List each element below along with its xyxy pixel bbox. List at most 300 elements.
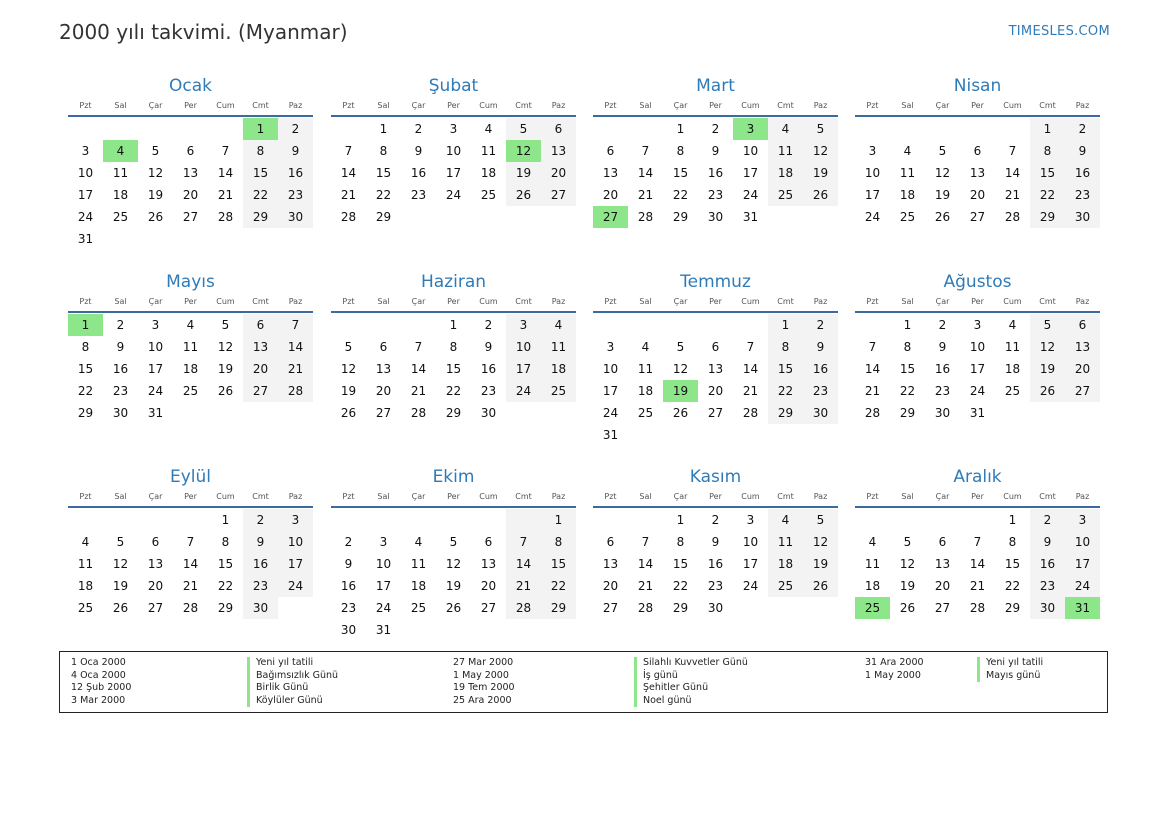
day-cell: 30 bbox=[707, 601, 724, 615]
day-cell: 21 bbox=[340, 188, 357, 202]
day-cell: 22 bbox=[77, 384, 94, 398]
weekday-label: Cmt bbox=[515, 101, 532, 110]
day-cell: 8 bbox=[903, 340, 912, 354]
header-rule bbox=[331, 506, 576, 508]
month-name: Ekim bbox=[432, 467, 475, 487]
day-cell: 28 bbox=[506, 597, 541, 619]
day-cell: 3 bbox=[1065, 509, 1100, 531]
day-cell: 16 bbox=[803, 358, 838, 380]
day-cell: 10 bbox=[278, 531, 313, 553]
holiday-day-cell: 19 bbox=[663, 380, 698, 402]
weekday-label: Çar bbox=[411, 297, 426, 306]
weekday-label: Cmt bbox=[1039, 492, 1056, 501]
header-rule bbox=[855, 311, 1100, 313]
day-cell: 14 bbox=[1004, 166, 1021, 180]
day-cell: 30 bbox=[934, 406, 951, 420]
day-cell: 24 bbox=[969, 384, 986, 398]
day-cell: 4 bbox=[186, 318, 195, 332]
day-cell: 3 bbox=[151, 318, 160, 332]
empty-cell bbox=[173, 509, 208, 531]
day-cell: 13 bbox=[1065, 336, 1100, 358]
weekday-label: Sal bbox=[639, 492, 652, 501]
day-cell: 19 bbox=[1030, 358, 1065, 380]
day-cell: 5 bbox=[803, 118, 838, 140]
day-cell: 8 bbox=[449, 340, 458, 354]
weekday-label: Sal bbox=[901, 101, 914, 110]
day-cell: 8 bbox=[768, 336, 803, 358]
day-cell: 21 bbox=[969, 579, 986, 593]
weekday-label: Çar bbox=[935, 492, 950, 501]
day-cell: 21 bbox=[410, 384, 427, 398]
day-cell: 9 bbox=[1065, 140, 1100, 162]
day-cell: 8 bbox=[379, 144, 388, 158]
weekday-label: Cum bbox=[741, 297, 760, 306]
legend-holiday-name: Birlik Günü bbox=[247, 682, 338, 695]
holiday-day-cell: 4 bbox=[103, 140, 138, 162]
day-cell: 6 bbox=[541, 118, 576, 140]
weekday-label: Pzt bbox=[604, 101, 617, 110]
day-cell: 24 bbox=[506, 380, 541, 402]
day-cell: 25 bbox=[480, 188, 497, 202]
day-cell: 14 bbox=[217, 166, 234, 180]
days-grid bbox=[855, 509, 1100, 619]
day-cell: 15 bbox=[77, 362, 94, 376]
days-grid bbox=[331, 509, 576, 641]
empty-cell bbox=[890, 118, 925, 140]
day-cell: 8 bbox=[1030, 140, 1065, 162]
day-cell: 20 bbox=[969, 188, 986, 202]
weekday-label: Paz bbox=[551, 297, 566, 306]
weekday-label: Sal bbox=[377, 101, 390, 110]
day-cell: 4 bbox=[768, 118, 803, 140]
month-name: Kasım bbox=[689, 467, 742, 487]
empty-cell bbox=[593, 509, 628, 531]
day-cell: 23 bbox=[934, 384, 951, 398]
empty-cell bbox=[68, 118, 103, 140]
weekday-header bbox=[331, 99, 576, 113]
weekday-label: Per bbox=[709, 297, 722, 306]
empty-cell bbox=[890, 509, 925, 531]
weekday-label: Cmt bbox=[252, 297, 269, 306]
weekday-label: Sal bbox=[377, 492, 390, 501]
weekday-label: Sal bbox=[639, 297, 652, 306]
empty-cell bbox=[593, 118, 628, 140]
day-cell: 12 bbox=[803, 531, 838, 553]
day-cell: 21 bbox=[1004, 188, 1021, 202]
header-rule bbox=[593, 115, 838, 117]
legend-holiday-name: Yeni yıl tatili bbox=[247, 657, 338, 670]
header-rule bbox=[855, 115, 1100, 117]
day-cell: 24 bbox=[77, 210, 94, 224]
day-cell: 26 bbox=[112, 601, 129, 615]
day-cell: 12 bbox=[445, 557, 462, 571]
header-rule bbox=[593, 506, 838, 508]
weekday-label: Paz bbox=[551, 492, 566, 501]
day-cell: 23 bbox=[1065, 184, 1100, 206]
empty-cell bbox=[331, 118, 366, 140]
month-name: Aralık bbox=[953, 467, 1002, 487]
legend-date: 4 Oca 2000 bbox=[71, 669, 126, 681]
day-cell: 19 bbox=[803, 553, 838, 575]
weekday-label: Paz bbox=[551, 101, 566, 110]
day-cell: 2 bbox=[344, 535, 353, 549]
day-cell: 10 bbox=[1065, 531, 1100, 553]
day-cell: 22 bbox=[768, 380, 803, 402]
weekday-label: Cmt bbox=[515, 492, 532, 501]
holiday-day-cell: 25 bbox=[855, 597, 890, 619]
month-name: Mart bbox=[696, 76, 735, 96]
weekday-label: Cum bbox=[1003, 492, 1022, 501]
day-cell: 11 bbox=[1004, 340, 1021, 354]
weekday-label: Pzt bbox=[604, 492, 617, 501]
weekday-label: Cum bbox=[1003, 101, 1022, 110]
weekday-header bbox=[593, 490, 838, 504]
empty-cell bbox=[628, 509, 663, 531]
day-cell: 22 bbox=[672, 188, 689, 202]
weekday-label: Cmt bbox=[252, 492, 269, 501]
day-cell: 10 bbox=[375, 557, 392, 571]
legend-dates-col3 bbox=[865, 657, 924, 682]
weekday-label: Cum bbox=[216, 492, 235, 501]
day-cell: 15 bbox=[672, 166, 689, 180]
day-cell: 23 bbox=[1030, 575, 1065, 597]
weekday-label: Cum bbox=[741, 101, 760, 110]
day-cell: 3 bbox=[379, 535, 388, 549]
weekday-header bbox=[331, 295, 576, 309]
day-cell: 24 bbox=[864, 210, 881, 224]
day-cell: 18 bbox=[182, 362, 199, 376]
empty-cell bbox=[698, 314, 733, 336]
month-block bbox=[593, 465, 838, 619]
day-cell: 12 bbox=[217, 340, 234, 354]
weekday-label: Cmt bbox=[252, 101, 269, 110]
day-cell: 27 bbox=[1065, 380, 1100, 402]
day-cell: 30 bbox=[1030, 597, 1065, 619]
empty-cell bbox=[401, 509, 436, 531]
day-cell: 19 bbox=[934, 188, 951, 202]
month-name: Ağustos bbox=[943, 272, 1012, 292]
weekday-header bbox=[68, 295, 313, 309]
day-cell: 28 bbox=[217, 210, 234, 224]
day-cell: 31 bbox=[969, 406, 986, 420]
day-cell: 27 bbox=[934, 601, 951, 615]
weekday-label: Cum bbox=[741, 492, 760, 501]
weekday-label: Çar bbox=[148, 101, 163, 110]
day-cell: 16 bbox=[1065, 162, 1100, 184]
day-cell: 14 bbox=[637, 166, 654, 180]
day-cell: 17 bbox=[1065, 553, 1100, 575]
day-cell: 5 bbox=[344, 340, 353, 354]
weekday-label: Per bbox=[709, 492, 722, 501]
day-cell: 25 bbox=[899, 210, 916, 224]
day-cell: 25 bbox=[637, 406, 654, 420]
day-cell: 21 bbox=[742, 384, 759, 398]
legend-date: 12 Şub 2000 bbox=[71, 682, 132, 694]
day-cell: 26 bbox=[672, 406, 689, 420]
weekday-header bbox=[593, 99, 838, 113]
day-cell: 23 bbox=[243, 575, 278, 597]
day-cell: 7 bbox=[414, 340, 423, 354]
days-grid bbox=[331, 118, 576, 228]
day-cell: 28 bbox=[278, 380, 313, 402]
month-name: Şubat bbox=[428, 76, 479, 96]
day-cell: 7 bbox=[278, 314, 313, 336]
day-cell: 27 bbox=[969, 210, 986, 224]
day-cell: 30 bbox=[1065, 206, 1100, 228]
day-cell: 10 bbox=[602, 362, 619, 376]
legend-holiday-name: İş günü bbox=[634, 670, 748, 683]
day-cell: 2 bbox=[1065, 118, 1100, 140]
empty-cell bbox=[138, 509, 173, 531]
day-cell: 6 bbox=[606, 535, 615, 549]
day-cell: 27 bbox=[541, 184, 576, 206]
day-cell: 18 bbox=[864, 579, 881, 593]
day-cell: 29 bbox=[672, 210, 689, 224]
day-cell: 2 bbox=[484, 318, 493, 332]
day-cell: 19 bbox=[803, 162, 838, 184]
day-cell: 3 bbox=[81, 144, 90, 158]
day-cell: 30 bbox=[278, 206, 313, 228]
weekday-label: Cmt bbox=[1039, 101, 1056, 110]
day-cell: 10 bbox=[77, 166, 94, 180]
day-cell: 6 bbox=[151, 535, 160, 549]
weekday-label: Pzt bbox=[866, 297, 879, 306]
day-cell: 13 bbox=[480, 557, 497, 571]
day-cell: 29 bbox=[541, 597, 576, 619]
day-cell: 6 bbox=[243, 314, 278, 336]
weekday-label: Sal bbox=[114, 492, 127, 501]
day-cell: 23 bbox=[112, 384, 129, 398]
day-cell: 16 bbox=[480, 362, 497, 376]
empty-cell bbox=[366, 509, 401, 531]
day-cell: 25 bbox=[410, 601, 427, 615]
day-cell: 22 bbox=[1004, 579, 1021, 593]
day-cell: 15 bbox=[768, 358, 803, 380]
weekday-label: Pzt bbox=[79, 492, 92, 501]
day-cell: 15 bbox=[375, 166, 392, 180]
day-cell: 11 bbox=[77, 557, 94, 571]
day-cell: 27 bbox=[147, 601, 164, 615]
weekday-label: Per bbox=[971, 492, 984, 501]
day-cell: 26 bbox=[803, 184, 838, 206]
weekday-label: Çar bbox=[673, 297, 688, 306]
day-cell: 25 bbox=[182, 384, 199, 398]
empty-cell bbox=[628, 314, 663, 336]
days-grid bbox=[593, 118, 838, 228]
weekday-label: Sal bbox=[377, 297, 390, 306]
legend-date: 1 May 2000 bbox=[453, 669, 509, 681]
day-cell: 12 bbox=[112, 557, 129, 571]
day-cell: 24 bbox=[742, 579, 759, 593]
weekday-label: Per bbox=[184, 297, 197, 306]
weekday-label: Pzt bbox=[79, 297, 92, 306]
days-grid bbox=[331, 314, 576, 424]
day-cell: 20 bbox=[182, 188, 199, 202]
day-cell: 22 bbox=[217, 579, 234, 593]
empty-cell bbox=[471, 509, 506, 531]
day-cell: 20 bbox=[147, 579, 164, 593]
day-cell: 3 bbox=[746, 513, 755, 527]
day-cell: 17 bbox=[602, 384, 619, 398]
weekday-label: Per bbox=[709, 101, 722, 110]
month-block bbox=[331, 270, 576, 424]
day-cell: 12 bbox=[672, 362, 689, 376]
empty-cell bbox=[506, 509, 541, 531]
weekday-label: Cum bbox=[216, 101, 235, 110]
day-cell: 21 bbox=[637, 579, 654, 593]
header-rule bbox=[331, 311, 576, 313]
day-cell: 26 bbox=[147, 210, 164, 224]
header-rule bbox=[593, 311, 838, 313]
weekday-header bbox=[331, 490, 576, 504]
weekday-label: Cum bbox=[216, 297, 235, 306]
day-cell: 14 bbox=[182, 557, 199, 571]
weekday-label: Per bbox=[971, 297, 984, 306]
day-cell: 27 bbox=[707, 406, 724, 420]
day-cell: 26 bbox=[934, 210, 951, 224]
day-cell: 15 bbox=[243, 162, 278, 184]
weekday-label: Per bbox=[184, 101, 197, 110]
day-cell: 25 bbox=[768, 184, 803, 206]
empty-cell bbox=[960, 509, 995, 531]
day-cell: 22 bbox=[445, 384, 462, 398]
weekday-label: Cmt bbox=[777, 492, 794, 501]
day-cell: 19 bbox=[445, 579, 462, 593]
empty-cell bbox=[208, 118, 243, 140]
day-cell: 17 bbox=[864, 188, 881, 202]
day-cell: 31 bbox=[77, 232, 94, 246]
day-cell: 1 bbox=[768, 314, 803, 336]
header-rule bbox=[68, 115, 313, 117]
day-cell: 4 bbox=[641, 340, 650, 354]
day-cell: 25 bbox=[77, 601, 94, 615]
day-cell: 28 bbox=[864, 406, 881, 420]
day-cell: 9 bbox=[803, 336, 838, 358]
month-name: Eylül bbox=[169, 467, 212, 487]
empty-cell bbox=[855, 314, 890, 336]
day-cell: 28 bbox=[742, 406, 759, 420]
day-cell: 7 bbox=[344, 144, 353, 158]
day-cell: 29 bbox=[672, 601, 689, 615]
day-cell: 20 bbox=[480, 579, 497, 593]
day-cell: 23 bbox=[278, 184, 313, 206]
day-cell: 5 bbox=[506, 118, 541, 140]
day-cell: 12 bbox=[340, 362, 357, 376]
day-cell: 13 bbox=[969, 166, 986, 180]
weekday-label: Çar bbox=[673, 492, 688, 501]
day-cell: 2 bbox=[711, 513, 720, 527]
day-cell: 17 bbox=[742, 166, 759, 180]
legend-holiday-name: Silahlı Kuvvetler Günü bbox=[634, 657, 748, 670]
day-cell: 26 bbox=[445, 601, 462, 615]
holiday-day-cell: 1 bbox=[68, 314, 103, 336]
weekday-label: Paz bbox=[288, 492, 303, 501]
day-cell: 18 bbox=[480, 166, 497, 180]
day-cell: 20 bbox=[602, 579, 619, 593]
day-cell: 23 bbox=[803, 380, 838, 402]
site-link[interactable]: TIMESLES.COM bbox=[1008, 24, 1110, 39]
day-cell: 7 bbox=[1008, 144, 1017, 158]
weekday-header bbox=[855, 295, 1100, 309]
days-grid bbox=[593, 509, 838, 619]
day-cell: 11 bbox=[637, 362, 654, 376]
day-cell: 11 bbox=[768, 531, 803, 553]
day-cell: 1 bbox=[903, 318, 912, 332]
legend-date: 3 Mar 2000 bbox=[71, 694, 126, 706]
month-block bbox=[68, 465, 313, 619]
day-cell: 16 bbox=[707, 557, 724, 571]
day-cell: 2 bbox=[1030, 509, 1065, 531]
day-cell: 14 bbox=[742, 362, 759, 376]
day-cell: 14 bbox=[506, 553, 541, 575]
weekday-label: Pzt bbox=[342, 492, 355, 501]
legend-holiday-name: Köylüler Günü bbox=[247, 695, 338, 708]
day-cell: 4 bbox=[81, 535, 90, 549]
day-cell: 18 bbox=[541, 358, 576, 380]
day-cell: 16 bbox=[112, 362, 129, 376]
empty-cell bbox=[436, 509, 471, 531]
legend-holiday-name: Mayıs günü bbox=[977, 670, 1043, 683]
day-cell: 13 bbox=[707, 362, 724, 376]
day-cell: 1 bbox=[1030, 118, 1065, 140]
day-cell: 22 bbox=[899, 384, 916, 398]
holiday-day-cell: 27 bbox=[593, 206, 628, 228]
day-cell: 30 bbox=[480, 406, 497, 420]
day-cell: 6 bbox=[186, 144, 195, 158]
day-cell: 29 bbox=[1030, 206, 1065, 228]
days-grid bbox=[68, 509, 313, 619]
weekday-label: Paz bbox=[813, 492, 828, 501]
empty-cell bbox=[68, 509, 103, 531]
legend-dates-col2 bbox=[453, 657, 515, 707]
day-cell: 15 bbox=[1030, 162, 1065, 184]
month-block bbox=[593, 74, 838, 228]
day-cell: 20 bbox=[1065, 358, 1100, 380]
day-cell: 13 bbox=[602, 557, 619, 571]
day-cell: 22 bbox=[375, 188, 392, 202]
day-cell: 2 bbox=[243, 509, 278, 531]
day-cell: 16 bbox=[278, 162, 313, 184]
day-cell: 24 bbox=[278, 575, 313, 597]
day-cell: 13 bbox=[182, 166, 199, 180]
day-cell: 11 bbox=[768, 140, 803, 162]
day-cell: 28 bbox=[1004, 210, 1021, 224]
day-cell: 7 bbox=[746, 340, 755, 354]
day-cell: 31 bbox=[375, 623, 392, 637]
weekday-label: Paz bbox=[1075, 492, 1090, 501]
legend-date: 25 Ara 2000 bbox=[453, 694, 512, 706]
day-cell: 3 bbox=[973, 318, 982, 332]
day-cell: 10 bbox=[445, 144, 462, 158]
day-cell: 30 bbox=[243, 597, 278, 619]
weekday-label: Cmt bbox=[1039, 297, 1056, 306]
day-cell: 20 bbox=[243, 358, 278, 380]
day-cell: 1 bbox=[221, 513, 230, 527]
day-cell: 13 bbox=[541, 140, 576, 162]
day-cell: 17 bbox=[506, 358, 541, 380]
day-cell: 9 bbox=[484, 340, 493, 354]
days-grid bbox=[68, 118, 313, 250]
day-cell: 30 bbox=[707, 210, 724, 224]
weekday-header bbox=[68, 99, 313, 113]
day-cell: 23 bbox=[707, 188, 724, 202]
day-cell: 26 bbox=[506, 184, 541, 206]
legend-dates-col1 bbox=[71, 657, 131, 707]
empty-cell bbox=[855, 118, 890, 140]
day-cell: 5 bbox=[938, 144, 947, 158]
weekday-label: Paz bbox=[813, 101, 828, 110]
weekday-header bbox=[855, 99, 1100, 113]
